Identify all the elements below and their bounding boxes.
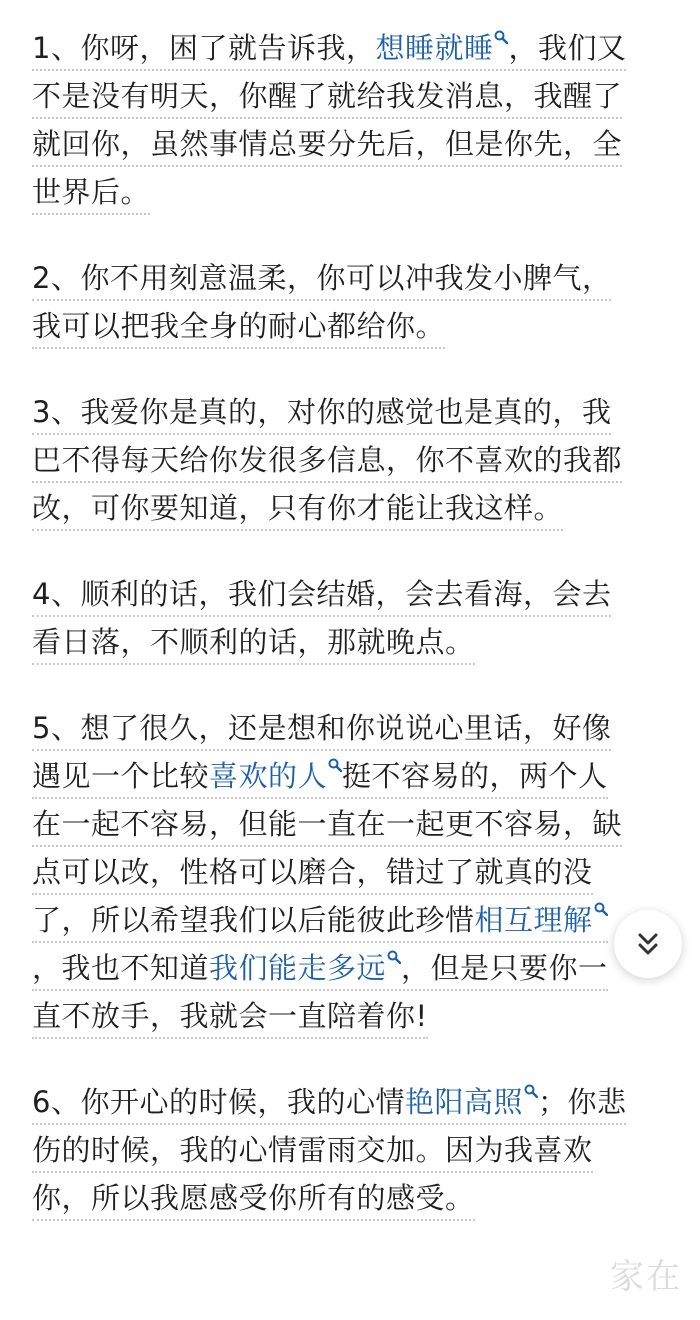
text-line-content xyxy=(32,577,611,617)
search-link[interactable]: 相互理解 xyxy=(474,903,593,937)
text-line xyxy=(32,254,672,302)
text-line xyxy=(32,24,672,72)
search-icon xyxy=(494,30,508,44)
watermark: 家在 xyxy=(610,1257,682,1297)
paragraph xyxy=(32,24,672,216)
text-segment: 就回你，虽然事情总要分先后，但是你先，全 xyxy=(32,127,623,161)
text-segment: 遇见一个比较 xyxy=(32,759,210,793)
text-line xyxy=(32,302,672,350)
search-icon xyxy=(594,902,608,916)
text-segment: 5、想了很久，还是想和你说说心里话，好像 xyxy=(32,711,612,745)
text-segment: 点可以改，性格可以磨合，错过了就真的没 xyxy=(32,855,593,889)
text-line xyxy=(32,1174,672,1222)
text-line-content xyxy=(32,855,593,895)
text-segment: 直不放手，我就会一直陪着你! xyxy=(32,999,428,1033)
text-segment: 世界后。 xyxy=(32,175,151,209)
search-icon xyxy=(328,758,342,772)
text-segment: 改，可你要知道，只有你才能让我这样。 xyxy=(32,491,564,525)
text-segment: 挺不容易的，两个人 xyxy=(342,759,608,793)
text-line-content xyxy=(32,127,622,167)
text-line-content xyxy=(32,1133,593,1173)
text-line xyxy=(32,704,672,752)
text-line xyxy=(32,1078,672,1126)
text-segment: 4、顺利的话，我们会结婚，会去看海，会去 xyxy=(32,577,612,611)
text-line-content xyxy=(32,309,445,349)
text-line xyxy=(32,72,672,120)
text-line-content xyxy=(32,999,428,1039)
scroll-down-button[interactable] xyxy=(614,910,682,978)
text-line-content xyxy=(32,261,611,301)
text-segment: 不是没有明天，你醒了就给我发消息，我醒了 xyxy=(32,79,623,113)
text-line-content xyxy=(32,1181,475,1221)
text-line-content xyxy=(32,711,611,751)
text-segment: ，我们又 xyxy=(508,31,627,65)
paragraph xyxy=(32,388,672,532)
text-line-content xyxy=(32,625,475,665)
text-segment: ；你悲 xyxy=(537,1085,627,1119)
text-line xyxy=(32,896,672,944)
text-line xyxy=(32,944,672,992)
text-line xyxy=(32,168,672,216)
text-segment: 巴不得每天给你发很多信息，你不喜欢的我都 xyxy=(32,443,623,477)
paragraph xyxy=(32,1078,672,1222)
search-link[interactable]: 艳阳高照 xyxy=(404,1085,523,1119)
text-segment: 1、你呀，困了就告诉我， xyxy=(32,31,376,65)
paragraph xyxy=(32,254,672,350)
text-segment: 6、你开心的时候，我的心情 xyxy=(32,1085,405,1119)
text-line-content xyxy=(32,903,608,943)
text-line xyxy=(32,484,672,532)
text-line xyxy=(32,992,672,1040)
text-line-content xyxy=(32,491,563,531)
text-line-content xyxy=(32,443,622,483)
text-segment: 3、我爱你是真的，对你的感觉也是真的，我 xyxy=(32,395,612,429)
search-icon xyxy=(524,1084,538,1098)
text-line-content xyxy=(32,175,150,215)
text-line xyxy=(32,120,672,168)
text-segment: 我可以把我全身的耐心都给你。 xyxy=(32,309,446,343)
search-icon xyxy=(387,950,401,964)
text-line xyxy=(32,436,672,484)
search-link[interactable]: 喜欢的人 xyxy=(209,759,328,793)
text-line xyxy=(32,752,672,800)
search-link[interactable]: 想睡就睡 xyxy=(375,31,494,65)
text-line-content xyxy=(32,1085,626,1125)
text-line-content xyxy=(32,807,622,847)
text-line-content xyxy=(32,31,626,71)
text-line xyxy=(32,618,672,666)
text-line-content xyxy=(32,395,611,435)
text-segment: 在一起不容易，但能一直在一起更不容易，缺 xyxy=(32,807,623,841)
text-segment: 看日落，不顺利的话，那就晚点。 xyxy=(32,625,475,659)
text-segment: 2、你不用刻意温柔，你可以冲我发小脾气， xyxy=(32,261,612,295)
text-line-content xyxy=(32,79,622,119)
text-line-content xyxy=(32,759,608,799)
text-segment: ，但是只要你一 xyxy=(401,951,608,985)
text-segment: 了，所以希望我们以后能彼此珍惜 xyxy=(32,903,475,937)
text-line xyxy=(32,848,672,896)
paragraph xyxy=(32,570,672,666)
text-line xyxy=(32,800,672,848)
text-segment: ，我也不知道 xyxy=(32,951,210,985)
double-chevron-down-icon xyxy=(634,930,662,958)
paragraph xyxy=(32,704,672,1040)
text-line xyxy=(32,388,672,436)
text-line xyxy=(32,570,672,618)
article-body xyxy=(32,24,672,1260)
text-line xyxy=(32,1126,672,1174)
text-segment: 伤的时候，我的心情雷雨交加。因为我喜欢 xyxy=(32,1133,593,1167)
text-line-content xyxy=(32,951,608,991)
search-link[interactable]: 我们能走多远 xyxy=(209,951,387,985)
text-segment: 你，所以我愿感受你所有的感受。 xyxy=(32,1181,475,1215)
